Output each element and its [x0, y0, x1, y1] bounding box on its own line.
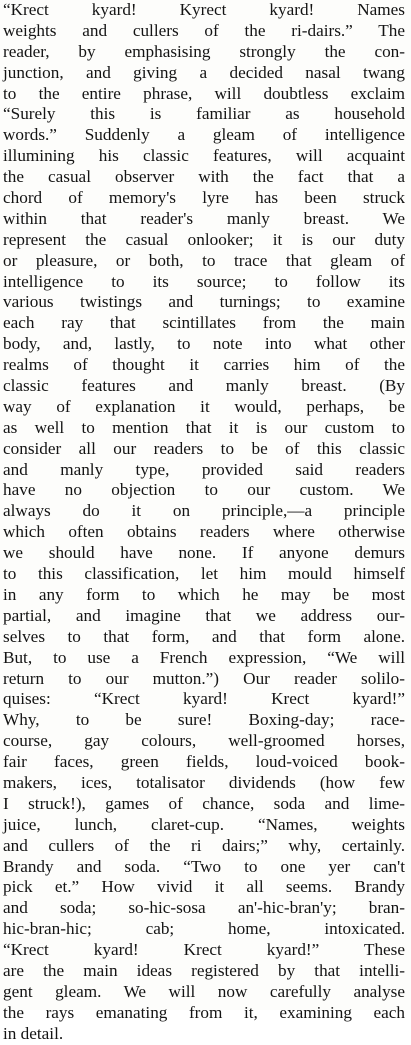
- text-line: quises: “Krect kyard! Krect kyard!”: [3, 689, 405, 709]
- text-line: selves to that form, and that form alone.: [3, 626, 405, 646]
- text-line: are the main ideas registered by that intelli-: [3, 960, 405, 980]
- text-line: or pleasure, or both, to trace that gleam of: [3, 250, 405, 270]
- text-line: junction, and giving a decided nasal twang: [3, 62, 405, 82]
- article-column: [3, 0, 405, 1045]
- text-line: But, to use a French expression, “We will: [3, 647, 405, 667]
- text-line: weights and cullers of the ri-dairs.” The: [3, 20, 405, 40]
- text-line: in detail.: [3, 1023, 64, 1043]
- text-line: way of explanation it would, perhaps, be: [3, 396, 405, 416]
- text-line: and manly type, provided said readers: [3, 459, 405, 479]
- text-line: partial, and imagine that we address our-: [3, 605, 405, 625]
- text-line: classic features and manly breast. (By: [3, 376, 405, 396]
- text-line: reader, by emphasising strongly the con-: [3, 41, 405, 61]
- text-line: chord of memory's lyre has been struck: [3, 188, 405, 208]
- text-line: the rays emanating from it, examining each: [3, 1002, 405, 1022]
- text-line: hic-bran-hic; cab; home, intoxicated.: [3, 919, 405, 939]
- text-line: we should have none. If anyone demurs: [3, 543, 405, 563]
- text-line: realms of thought it carries him of the: [3, 355, 405, 375]
- text-line: each ray that scintillates from the main: [3, 313, 405, 333]
- text-line: Why, to be sure! Boxing-day; race-: [3, 710, 405, 730]
- text-line: the casual observer with the fact that a: [3, 167, 405, 187]
- text-line: Brandy and soda. “Two to one yer can't: [3, 856, 405, 876]
- text-line: gent gleam. We will now carefully analyse: [3, 981, 405, 1001]
- text-line: consider all our readers to be of this classic: [3, 438, 405, 458]
- text-line: I struck!), games of chance, soda and lime-: [3, 793, 405, 813]
- text-line: and soda; so-hic-sosa an'-hic-bran'y; bran-: [3, 898, 405, 918]
- text-line: body, and, lastly, to note into what other: [3, 334, 405, 354]
- text-line: within that reader's manly breast. We: [3, 208, 405, 228]
- text-line: words.” Suddenly a gleam of intelligence: [3, 125, 405, 145]
- text-line: to this classification, let him mould himself: [3, 564, 405, 584]
- text-line: in any form to which he may be most: [3, 584, 405, 604]
- text-line: illumining his classic features, will acquaint: [3, 146, 405, 166]
- text-line: always do it on principle,—a principle: [3, 501, 405, 521]
- text-line: intelligence to its source; to follow its: [3, 271, 405, 291]
- text-line: “Krect kyard! Krect kyard!” These: [3, 940, 405, 960]
- text-line: makers, ices, totalisator dividends (how few: [3, 772, 405, 792]
- text-line: to the entire phrase, will doubtless exclaim: [3, 83, 405, 103]
- text-line: juice, lunch, claret-cup. “Names, weights: [3, 814, 405, 834]
- text-line: course, gay colours, well-groomed horses,: [3, 731, 405, 751]
- text-line: return to our mutton.”) Our reader solilo-: [3, 668, 405, 688]
- text-line: “Krect kyard! Kyrect kyard! Names: [3, 0, 405, 19]
- text-line: “Surely this is familiar as household: [3, 104, 405, 124]
- text-line: pick et.” How vivid it all seems. Brandy: [3, 877, 405, 897]
- text-line: have no objection to our custom. We: [3, 480, 405, 500]
- text-line: which often obtains readers where otherwise: [3, 522, 405, 542]
- text-line: various twistings and turnings; to examine: [3, 292, 405, 312]
- text-line: as well to mention that it is our custom to: [3, 417, 405, 437]
- text-line: represent the casual onlooker; it is our duty: [3, 229, 405, 249]
- text-line: fair faces, green fields, loud-voiced book-: [3, 752, 405, 772]
- text-line: and cullers of the ri dairs;” why, certainly.: [3, 835, 405, 855]
